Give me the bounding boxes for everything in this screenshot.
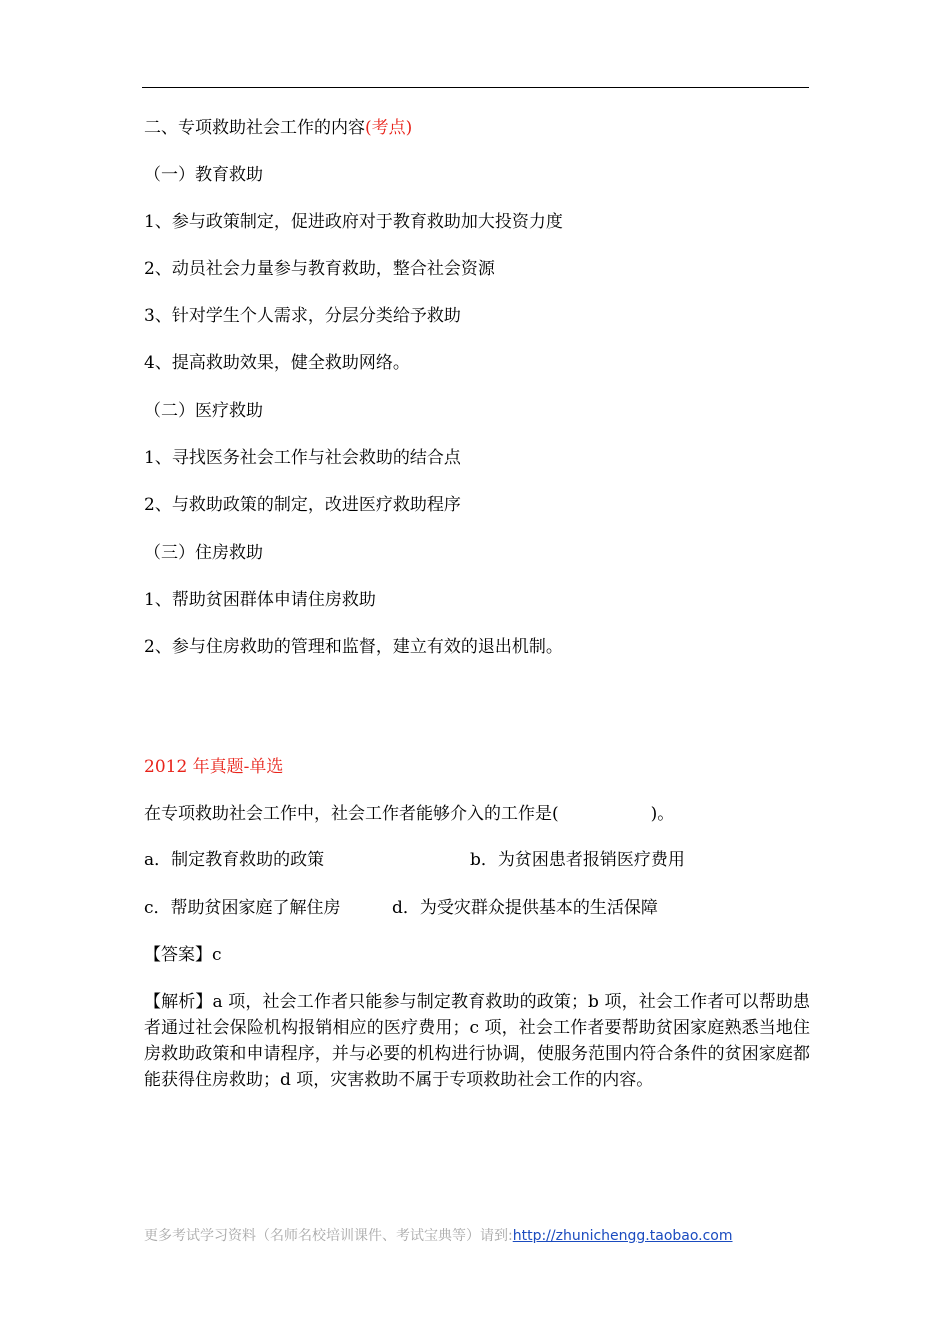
list-item: 1、参与政策制定，促进政府对于教育救助加大投资力度	[144, 212, 563, 232]
section-title	[144, 116, 412, 140]
group-heading-housing: （三）住房救助	[144, 543, 263, 563]
analysis-paragraph: 【解析】a 项，社会工作者只能参与制定教育救助的政策；b 项，社会工作者可以帮助患者通过社会保险机构报销相应的医疗费用；c 项，社会工作者要帮助贫困家庭熟悉当地住房救助政策和申请程序，并与必要的机构进行协调，使服务范围内符合条件的贫困家庭都能获得住房救助；d 项，灾害救助不属于专项救助社会工作的内容。	[144, 992, 810, 1090]
footer-note	[144, 1226, 733, 1246]
question-stem	[144, 802, 674, 826]
answer-line: 【答案】c	[144, 945, 222, 965]
options-row-2	[144, 896, 810, 920]
question-end: )。	[650, 804, 675, 824]
footer-text: 更多考试学习资料（名师名校培训课件、考试宝典等）请到:	[144, 1228, 513, 1244]
group-heading-medical: （二）医疗救助	[144, 401, 263, 421]
exam-point-tag: (考点)	[365, 118, 413, 138]
header-rule	[142, 87, 809, 88]
list-item: 1、帮助贫困群体申请住房救助	[144, 590, 376, 610]
footer-link[interactable]: http://zhunichengg.taobao.com	[512, 1228, 733, 1244]
options-row-1	[144, 848, 810, 872]
question-text: 在专项救助社会工作中，社会工作者能够介入的工作是(	[144, 804, 559, 824]
section-title-text: 二、专项救助社会工作的内容	[144, 118, 365, 138]
group-heading-education: （一）教育救助	[144, 165, 263, 185]
list-item: 2、与救助政策的制定，改进医疗救助程序	[144, 495, 461, 515]
option-c: c．帮助贫困家庭了解住房	[144, 898, 341, 918]
list-item: 2、参与住房救助的管理和监督，建立有效的退出机制。	[144, 637, 563, 657]
option-d: d．为受灾群众提供基本的生活保障	[392, 898, 658, 918]
list-item: 2、动员社会力量参与教育救助，整合社会资源	[144, 259, 495, 279]
list-item: 4、提高救助效果，健全救助网络。	[144, 353, 410, 373]
option-a: a．制定教育救助的政策	[144, 850, 325, 870]
exam-label: 2012 年真题-单选	[144, 757, 284, 777]
list-item: 1、寻找医务社会工作与社会救助的结合点	[144, 448, 461, 468]
list-item: 3、针对学生个人需求，分层分类给予救助	[144, 306, 461, 326]
option-b: b．为贫困患者报销医疗费用	[470, 850, 685, 870]
